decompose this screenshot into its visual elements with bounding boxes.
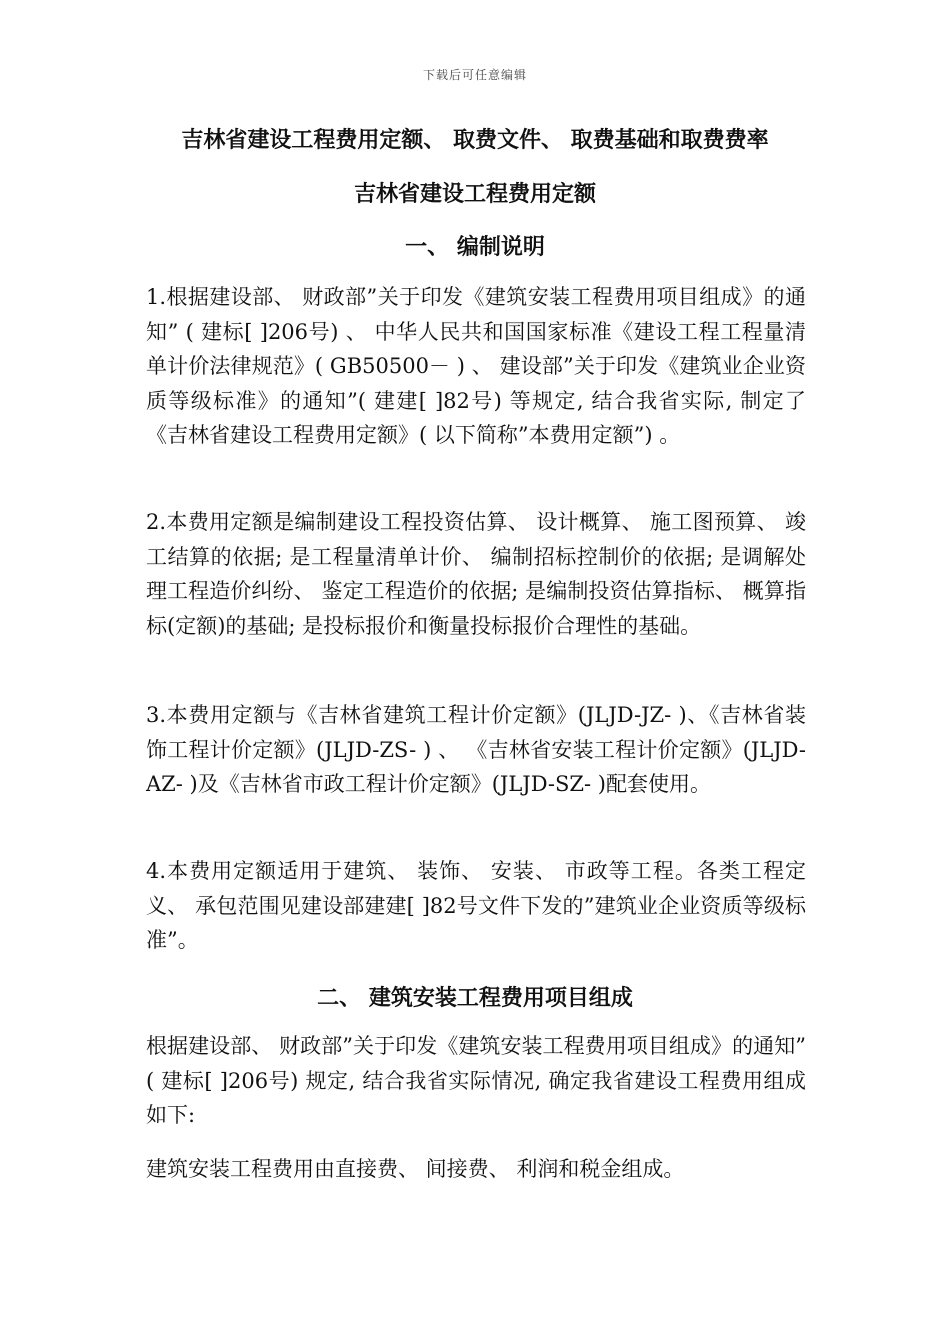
main-title: 吉林省建设工程费用定额、 取费文件、 取费基础和取费费率 — [181, 128, 769, 153]
paragraph-4: 4.本费用定额适用于建筑、 装饰、 安装、 市政等工程。各类工程定义、 承包范围见建设部建建[ ]82号文件下发的”建筑业企业资质等级标准”。 — [146, 859, 806, 952]
section-heading-1: 一、 编制说明 — [405, 235, 545, 260]
paragraph-2: 2.本费用定额是编制建设工程投资估算、 设计概算、 施工图预算、 竣工结算的依据; 是工程量清单计价、 编制招标控制价的依据; 是调解处理工程造价纠纷、 鉴定工程造价的依据; 是编制投资估算指标、 概算指标(定额)的基础; 是投标报价和衡量投标报价合理性的基础。 — [146, 510, 806, 638]
sub-title: 吉林省建设工程费用定额 — [353, 182, 596, 207]
paragraph-3: 3.本费用定额与《吉林省建筑工程计价定额》(JLJD-JZ- )、《吉林省装饰工程计价定额》(JLJD-ZS- ) 、 《吉林省安装工程计价定额》(JLJD-AZ- )及《吉林省市政工程计价定额》(JLJD-SZ- )配套使用。 — [146, 703, 806, 796]
section-heading-2: 二、 建筑安装工程费用项目组成 — [317, 986, 633, 1011]
paragraph-6: 建筑安装工程费用由直接费、 间接费、 利润和税金组成。 — [146, 1157, 685, 1181]
header-note: 下载后可任意编辑 — [422, 68, 527, 82]
paragraph-5: 根据建设部、 财政部”关于印发《建筑安装工程费用项目组成》的通知” ( 建标[ ]206号) 规定, 结合我省实际情况, 确定我省建设工程费用组成如下: — [146, 1034, 806, 1127]
paragraph-1: 1.根据建设部、 财政部”关于印发《建筑安装工程费用项目组成》的通知” ( 建标[ ]206号) 、 中华人民共和国国家标准《建设工程工程量清单计价法律规范》( GB50500－ ) 、 建设部”关于印发《建筑业企业资质等级标准》的通知”( 建建[ ]82号) 等规定, 结合我省实际, 制定了《吉林省建设工程费用定额》( 以下简称”本费用定额”) 。 — [146, 285, 806, 447]
